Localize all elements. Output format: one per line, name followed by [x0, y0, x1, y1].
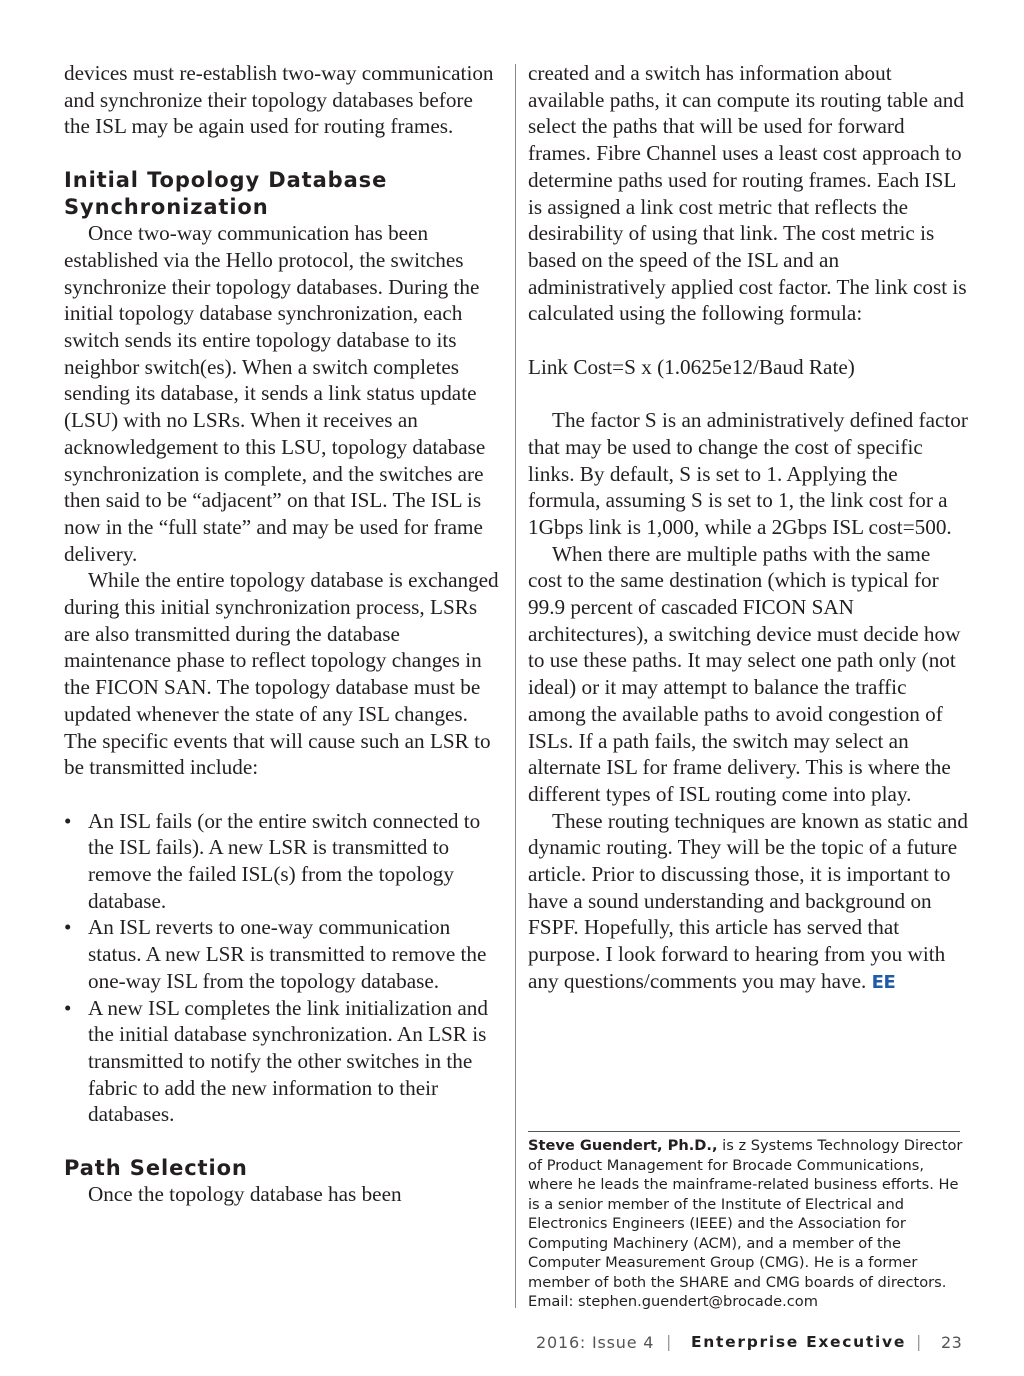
- body-paragraph-continued: created and a switch has information about available paths, it can compute its routing table and select the paths that will be used for forward frames. Fibre Channel uses a least cost approach to determine paths used for routing frames. Each ISL is assigned a link cost metric that reflects the desirability of using that link. The cost metric is based on the speed of the ISL and an administratively applied cost factor. The link cost is calculated using the following formula:: [528, 61, 967, 326]
- author-bio: [528, 1136, 968, 1312]
- column-divider: [515, 64, 516, 1308]
- spacer: [528, 327, 968, 354]
- intro-paragraph: devices must re-establish two-way communication and synchronize their topology databases before the ISL may be again used for routing frames.: [64, 61, 494, 139]
- body-paragraph: The factor S is an administratively defined factor that may be used to change the cost of specific links. By default, S is set to 1. Applying the formula, assuming S is set to 1, the link cost for a 1Gbps link is 1,000, while a 2Gbps ISL cost=500.: [528, 408, 968, 539]
- right-column: [528, 60, 968, 997]
- spacer: [528, 380, 968, 407]
- body-paragraph: Once the topology database has been: [88, 1182, 402, 1207]
- body-paragraph: When there are multiple paths with the same cost to the same destination (which is typical for 99.9 percent of cascaded FICON SAN architectures), a switching device must decide how to use these paths. It may select one path only (not ideal) or it may attempt to balance the traffic among the available paths to avoid congestion of ISLs. If a path fails, the switch may select an alternate ISL for frame delivery. This is where the different types of ISL routing come into play.: [528, 541, 961, 806]
- list-item: [64, 808, 504, 915]
- magazine-title: Enterprise Executive: [691, 1333, 907, 1351]
- footer-separator: |: [666, 1332, 672, 1351]
- list-item-text: A new ISL completes the link initialization and the initial database synchronization. An LSR is transmitted to notify the other switches in the fabric to add the new information to their databases.: [88, 995, 488, 1127]
- page-number: 23: [941, 1333, 963, 1352]
- issue-label: 2016: Issue 4: [536, 1333, 655, 1352]
- page-footer: [0, 1333, 1024, 1357]
- bullet-list: [64, 808, 504, 1128]
- end-mark: EE: [871, 971, 896, 993]
- section-heading-initial-sync: Initial Topology Database Synchronization: [64, 167, 388, 219]
- bullet-icon: •: [64, 915, 72, 940]
- author-name: Steve Guendert, Ph.D.,: [528, 1137, 718, 1154]
- footer-separator: |: [916, 1332, 922, 1351]
- author-bio-text: is z Systems Technology Director of Product Management for Brocade Communications, where he leads the mainframe-related business efforts. He is a senior member of the Institute of Electrical and Electronics Engineers (IEEE) and the Association for Computing Machinery (ACM), and a member of the Computer Measurement Group (CMG). He is a former member of both the SHARE and CMG boards of directors. Email: stephen.guendert@brocade.com: [528, 1137, 963, 1310]
- list-item: [64, 914, 504, 994]
- body-paragraph: While the entire topology database is exchanged during this initial synchronization process, LSRs are also transmitted during the database maintenance phase to reflect topology changes in the FICON SAN. The topology database must be updated whenever the state of any ISL changes. The specific events that will cause such an LSR to be transmitted include:: [64, 568, 499, 780]
- list-item-text: An ISL fails (or the entire switch connected to the ISL fails). A new LSR is transmitted to remove the failed ISL(s) from the topology database.: [88, 808, 481, 913]
- spacer: [64, 781, 504, 808]
- list-item: [64, 995, 504, 1129]
- bullet-icon: •: [64, 808, 72, 833]
- link-cost-formula: Link Cost=S x (1.0625e12/Baud Rate): [528, 354, 855, 379]
- spacer: [64, 1128, 504, 1155]
- closing-text: These routing techniques are known as static and dynamic routing. They will be the topic of a future article. Prior to discussing those, it is important to have a sound understanding and background on FSPF. Hopefully, this article has served that purpose. I look forward to hearing from you with any questions/comments you may have.: [528, 808, 968, 993]
- bio-divider: [528, 1131, 960, 1132]
- bullet-icon: •: [64, 995, 72, 1020]
- list-item-text: An ISL reverts to one-way communication status. A new LSR is transmitted to remove the one-way ISL from the topology database.: [88, 915, 487, 993]
- section-heading-path-selection: Path Selection: [64, 1155, 248, 1180]
- body-paragraph: Once two-way communication has been established via the Hello protocol, the switches synchronize their topology databases. During the initial topology database synchronization, each switch sends its entire topology database to its neighbor switch(es). When a switch completes sending its database, it sends a link status update (LSU) with no LSRs. When it receives an acknowledgement to this LSU, topology database synchronization is complete, and the switches are then said to be “adjacent” on that ISL. The ISL is now in the “full state” and may be used for frame delivery.: [64, 221, 486, 566]
- spacer: [64, 140, 504, 167]
- left-column: [64, 60, 504, 1208]
- closing-paragraph: [528, 808, 968, 997]
